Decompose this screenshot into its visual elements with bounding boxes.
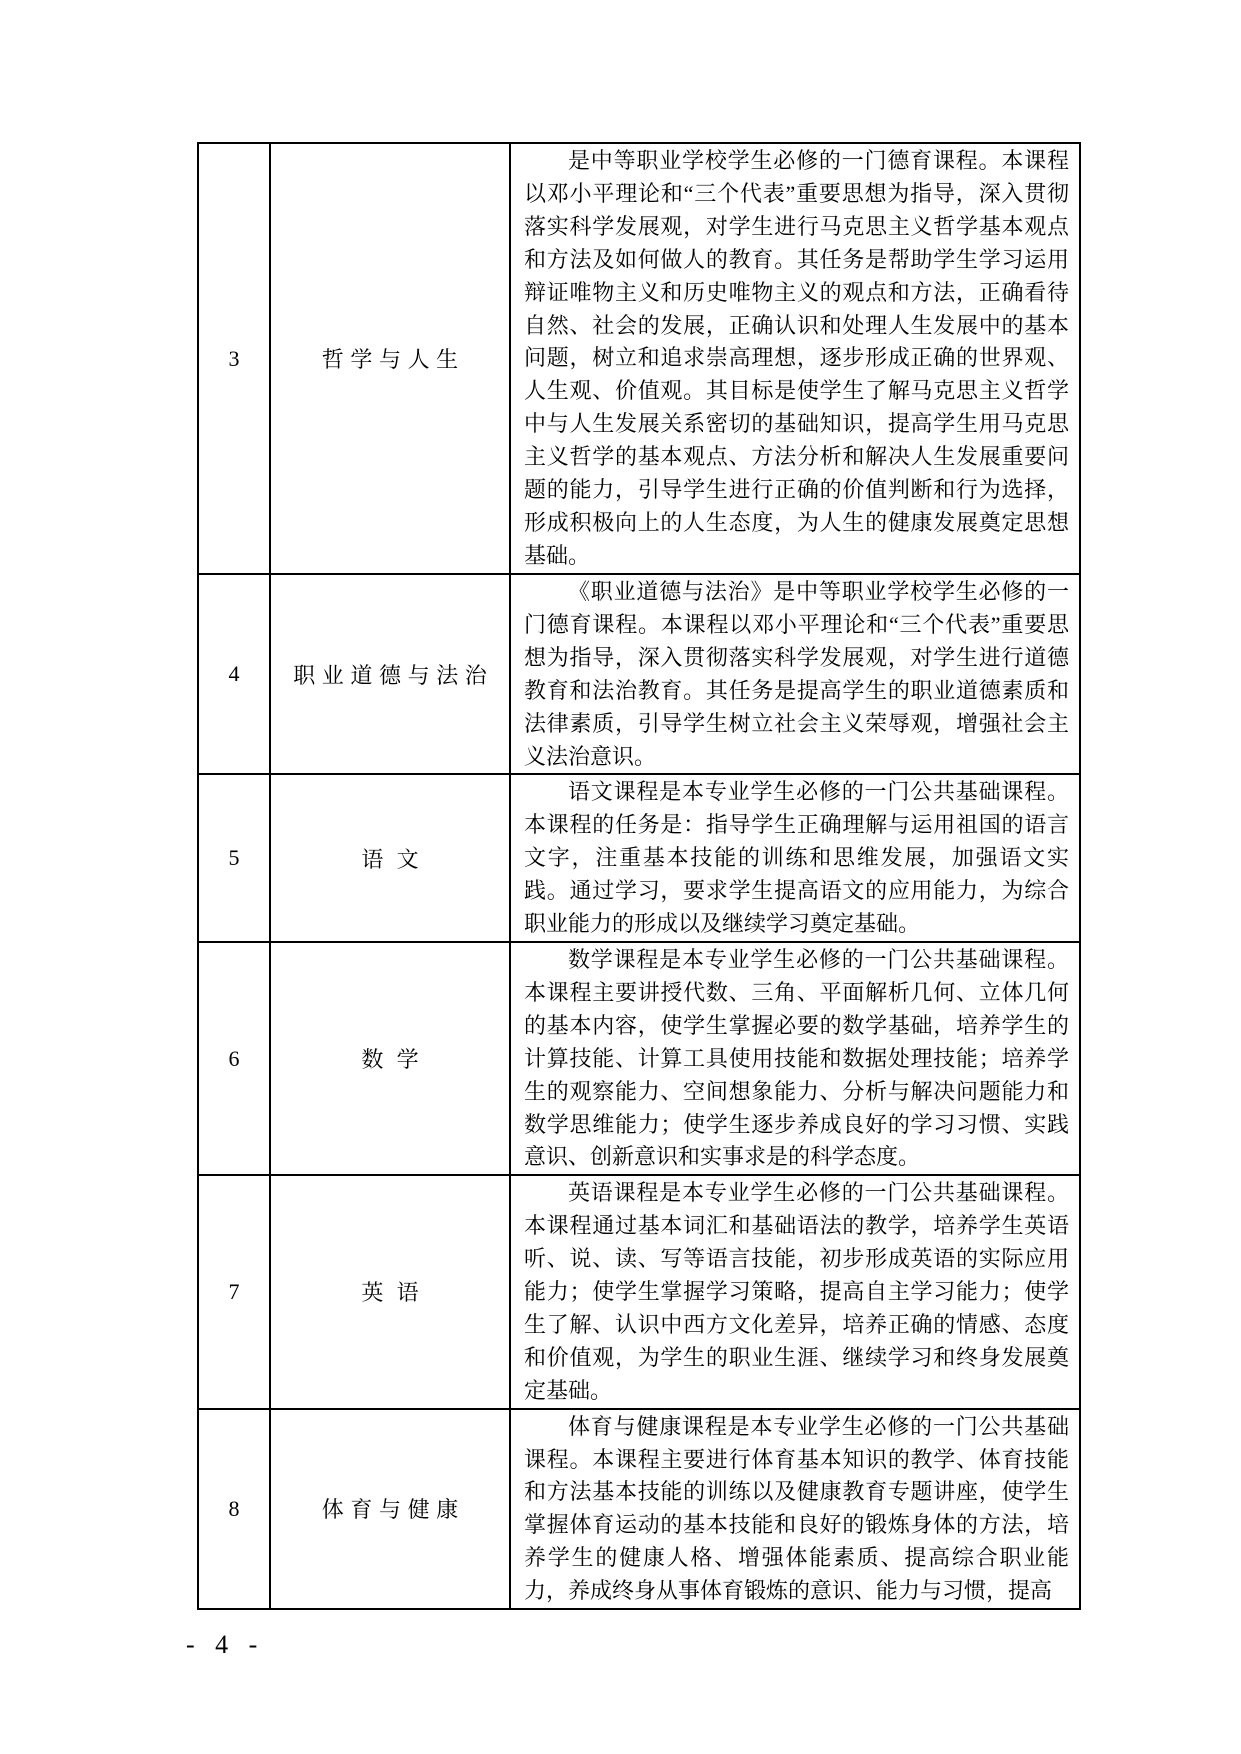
course-description-cell xyxy=(510,774,1080,942)
page-number: - 4 - xyxy=(186,1630,265,1659)
course-description-cell xyxy=(510,143,1080,574)
course-row xyxy=(198,574,1080,774)
course-name-cell xyxy=(270,1175,510,1408)
course-description-cell xyxy=(510,1409,1080,1609)
course-name: 语文 xyxy=(361,846,432,872)
course-table xyxy=(197,142,1081,1610)
course-name: 哲学与人生 xyxy=(321,347,465,372)
course-name: 体育与健康 xyxy=(321,1497,465,1523)
course-number-cell: 3 xyxy=(198,143,270,574)
course-name-cell xyxy=(270,1409,510,1609)
course-description-cell xyxy=(510,1175,1080,1408)
course-number-cell: 5 xyxy=(198,774,270,942)
course-name-cell xyxy=(270,574,510,774)
course-description: 体育与健康课程是本专业学生必修的一门公共基础课程。本课程主要进行体育基本知识的教学、体育技能和方法基本技能的训练以及健康教育专题讲座，使学生掌握体育运动的基本技能和良好的锻炼身体的方法，培养学生的健康人格、增强体能素质、提高综合职业能力，养成终身从事体育锻炼的意识、能力与习惯，提高 xyxy=(524,1413,1069,1604)
course-number-cell: 4 xyxy=(198,574,270,774)
course-number-cell: 8 xyxy=(198,1409,270,1609)
course-row xyxy=(198,942,1080,1175)
course-description-cell xyxy=(510,574,1080,774)
course-number-cell: 7 xyxy=(198,1175,270,1408)
course-name: 职业道德与法治 xyxy=(293,662,494,688)
course-name-cell xyxy=(270,143,510,574)
course-table-body xyxy=(198,143,1080,1609)
course-description: 英语课程是本专业学生必修的一门公共基础课程。本课程通过基本词汇和基础语法的教学，培养学生英语听、说、读、写等语言技能，初步形成英语的实际应用能力；使学生掌握学习策略，提高自主学习能力；使学生了解、认识中西方文化差异，培养正确的情感、态度和价值观，为学生的职业生涯、继续学习和终身发展奠定基础。 xyxy=(524,1180,1069,1403)
course-name: 英语 xyxy=(361,1280,432,1306)
course-description-cell xyxy=(510,942,1080,1175)
course-description: 是中等职业学校学生必修的一门德育课程。本课程以邓小平理论和“三个代表”重要思想为指导，深入贯彻落实科学发展观，对学生进行马克思主义哲学基本观点和方法及如何做人的教育。其任务是帮助学生学习运用辩证唯物主义和历史唯物主义的观点和方法，正确看待自然、社会的发展，正确认识和处理人生发展中的基本问题，树立和追求崇高理想，逐步形成正确的世界观、人生观、价值观。其目标是使学生了解马克思主义哲学中与人生发展关系密切的基础知识，提高学生用马克思主义哲学的基本观点、方法分析和解决人生发展重要问题的能力，引导学生进行正确的价值判断和行为选择，形成积极向上的人生态度，为人生的健康发展奠定思想基础。 xyxy=(524,148,1069,568)
course-row xyxy=(198,774,1080,942)
course-description: 数学课程是本专业学生必修的一门公共基础课程。本课程主要讲授代数、三角、平面解析几何、立体几何的基本内容，使学生掌握必要的数学基础，培养学生的计算技能、计算工具使用技能和数据处理技能；培养学生的观察能力、空间想象能力、分析与解决问题能力和数学思维能力；使学生逐步养成良好的学习习惯、实践意识、创新意识和实事求是的科学态度。 xyxy=(524,946,1069,1170)
course-description: 《职业道德与法治》是中等职业学校学生必修的一门德育课程。本课程以邓小平理论和“三个代表”重要思想为指导，深入贯彻落实科学发展观，对学生进行道德教育和法治教育。其任务是提高学生的职业道德素质和法律素质，引导学生树立社会主义荣辱观，增强社会主义法治意识。 xyxy=(524,579,1069,769)
course-row xyxy=(198,1175,1080,1408)
course-name-cell xyxy=(270,942,510,1175)
course-description: 语文课程是本专业学生必修的一门公共基础课程。本课程的任务是：指导学生正确理解与运用祖国的语言文字，注重基本技能的训练和思维发展，加强语文实践。通过学习，要求学生提高语文的应用能力，为综合职业能力的形成以及继续学习奠定基础。 xyxy=(524,779,1069,937)
course-name: 数学 xyxy=(361,1047,432,1073)
course-row xyxy=(198,1409,1080,1609)
course-number-cell: 6 xyxy=(198,942,270,1175)
course-row xyxy=(198,143,1080,574)
course-name-cell xyxy=(270,774,510,942)
